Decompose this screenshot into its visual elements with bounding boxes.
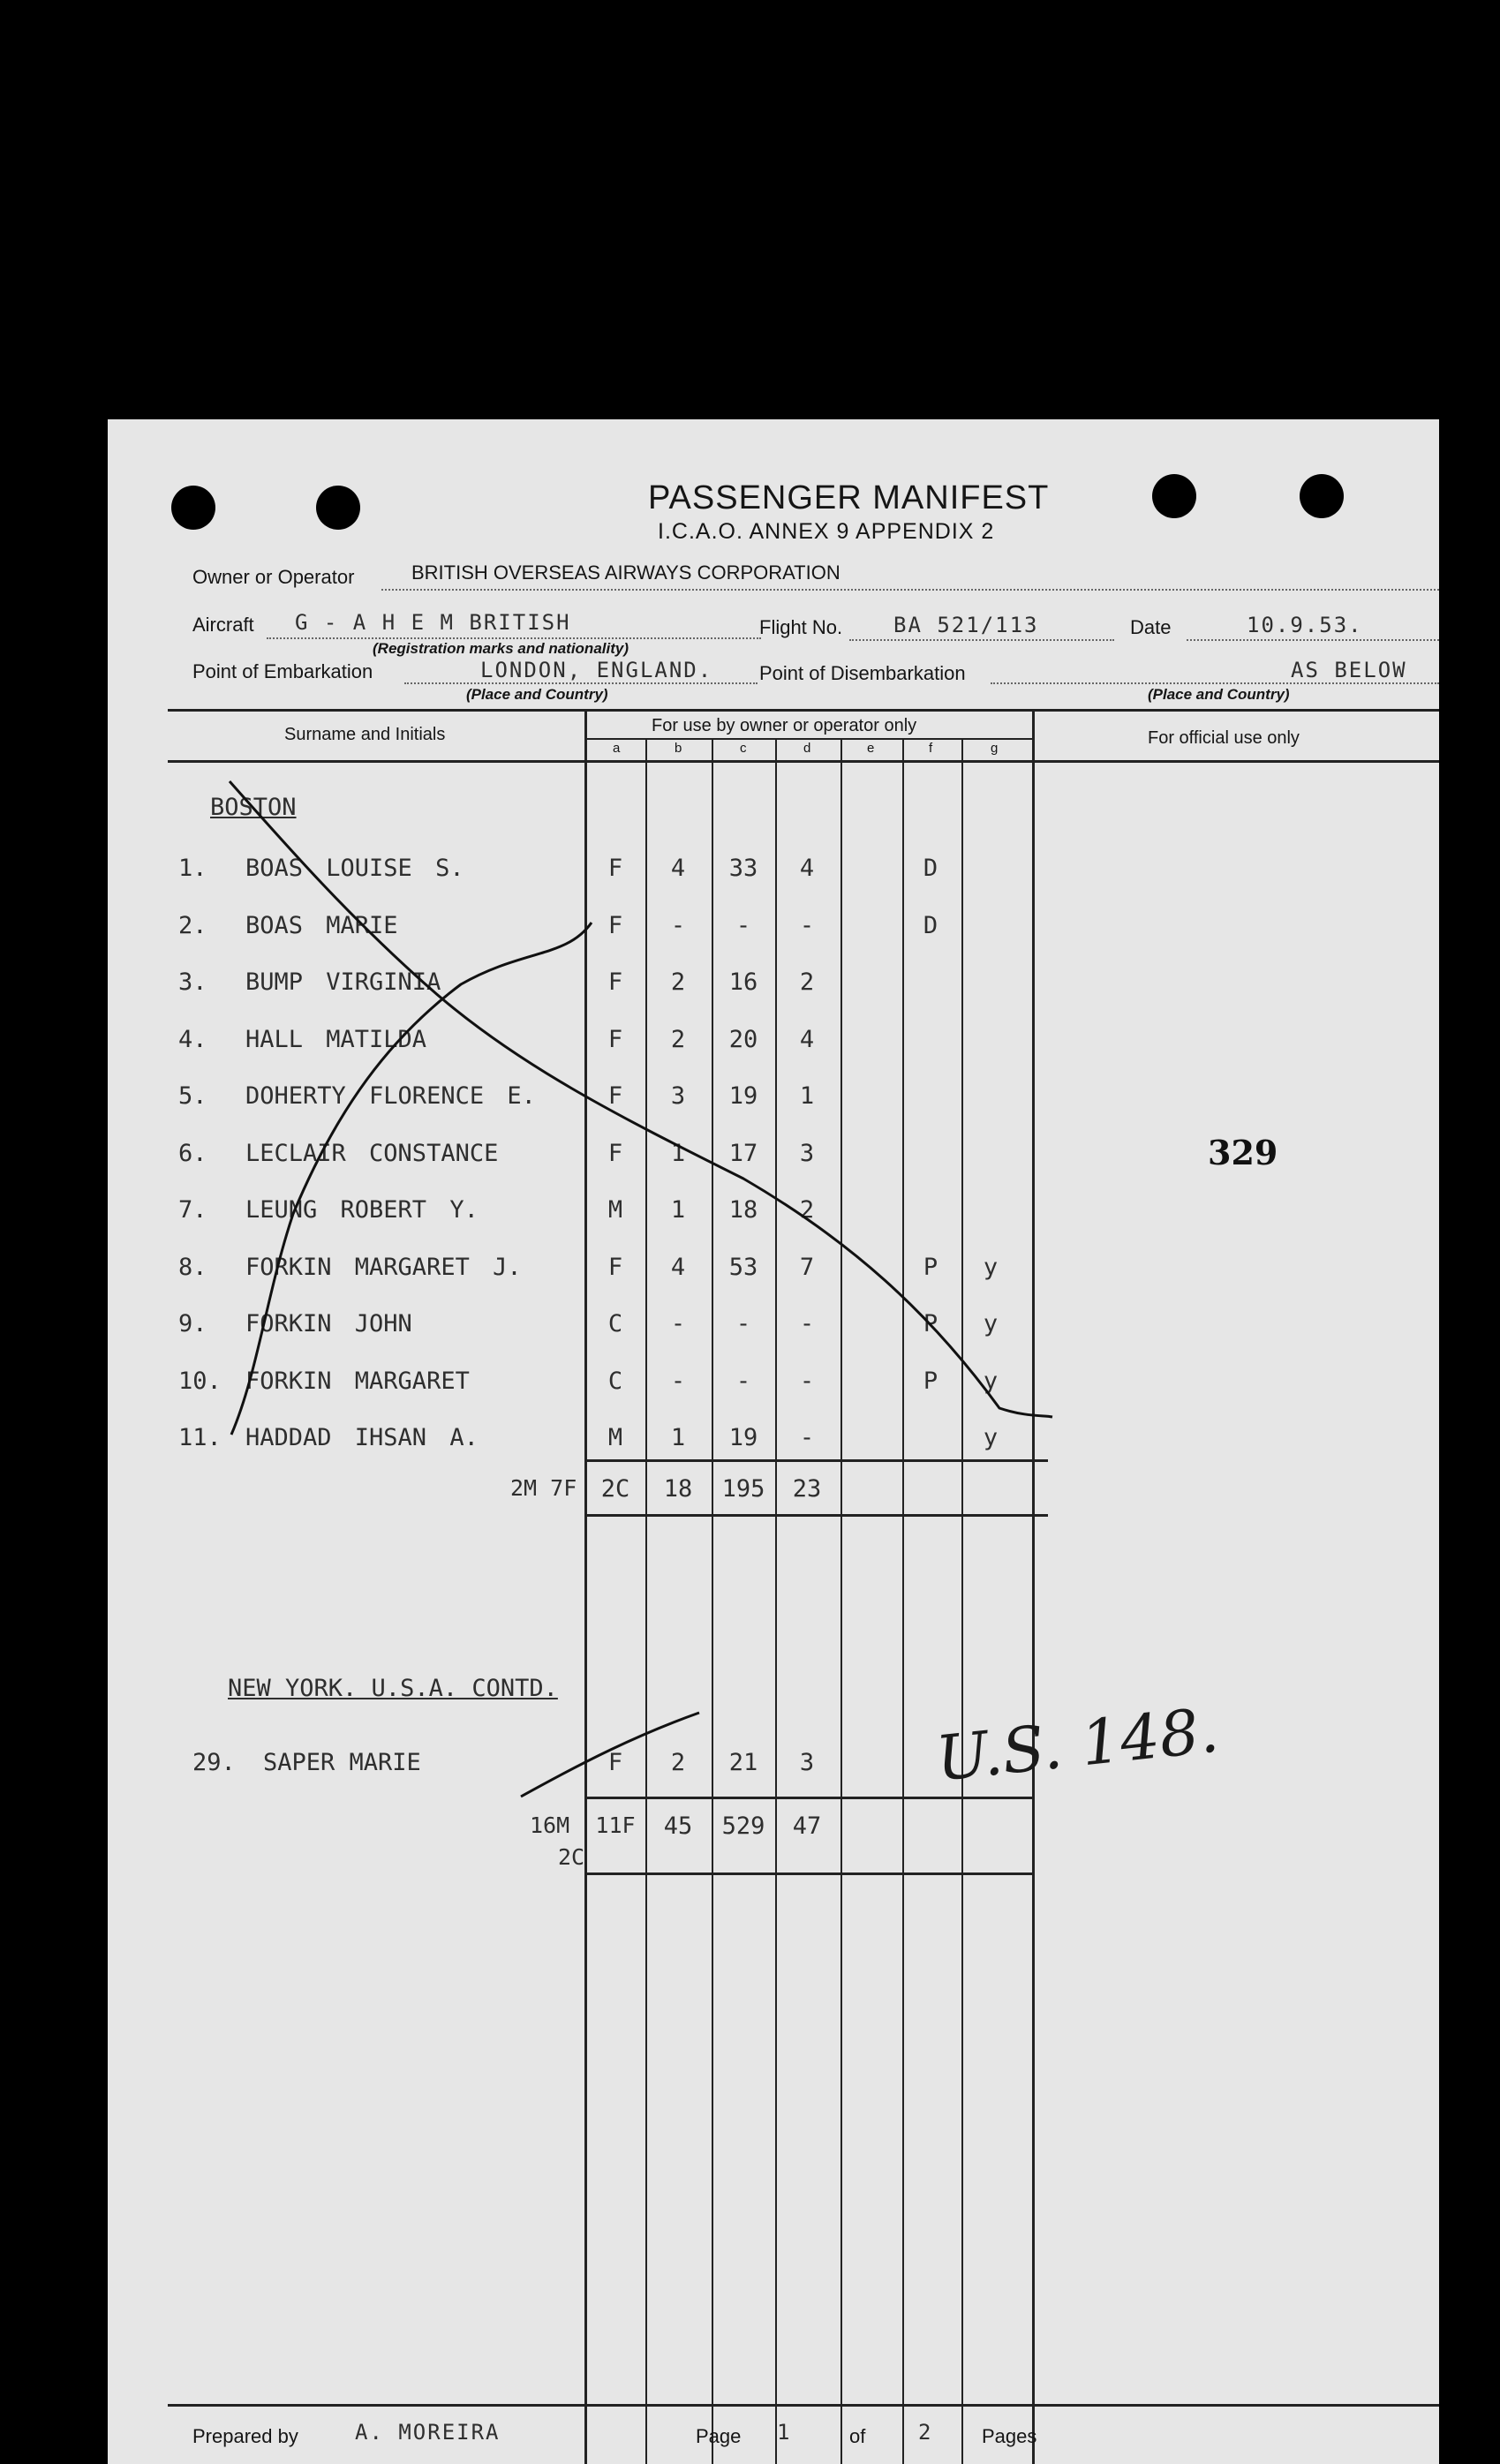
passenger-col-c: -: [735, 911, 751, 939]
date-label: Date: [1130, 616, 1172, 638]
passenger-col-d: 7: [799, 1253, 815, 1281]
passenger-col-b: 1: [670, 1424, 686, 1451]
passenger-col-d: 3: [799, 1139, 815, 1167]
row-29-number: 29.: [192, 1749, 236, 1776]
col-line-2: [712, 739, 713, 2464]
passenger-number: 3.: [178, 968, 207, 996]
footer-rule: [168, 2404, 1439, 2407]
column-letter-d: d: [803, 741, 811, 756]
disembarkation-dots: [991, 682, 1439, 684]
official-number-stamp: 329: [1208, 1133, 1278, 1172]
pages-label: Pages: [982, 2425, 1037, 2447]
passenger-col-a: M: [607, 1196, 623, 1224]
passenger-number: 2.: [178, 911, 207, 939]
passenger-number: 4.: [178, 1025, 207, 1053]
passenger-col-c: 20: [728, 1025, 758, 1053]
passenger-col-a: M: [607, 1424, 623, 1451]
column-letter-a: a: [613, 741, 621, 756]
col-line-5: [902, 739, 904, 2464]
embarkation-dots: [404, 682, 758, 684]
date-value: 10.9.53.: [1247, 613, 1363, 637]
passenger-col-c: 18: [728, 1196, 758, 1224]
subtotal-label: 2M 7F: [510, 1475, 577, 1501]
passenger-col-d: 2: [799, 1196, 815, 1224]
table-header-bottom-rule: [168, 760, 1439, 763]
subtotal-c: 195: [721, 1475, 765, 1503]
passenger-col-b: -: [670, 911, 686, 939]
col-line-3: [775, 739, 777, 2464]
passenger-name: LECLAIR CONSTANCE: [245, 1139, 499, 1167]
passenger-name: FORKIN JOHN: [245, 1310, 412, 1337]
passenger-number: 1.: [178, 855, 207, 882]
total-top-rule: [584, 1797, 1035, 1799]
aircraft-dots: [267, 637, 761, 639]
disembarkation-value: AS BELOW: [1291, 658, 1407, 682]
passenger-col-d: 2: [799, 968, 815, 996]
passenger-col-d: 1: [799, 1082, 815, 1110]
owner-label: Owner or Operator: [192, 566, 355, 588]
passenger-name: BOAS LOUISE S.: [245, 855, 464, 882]
passenger-col-g: y: [983, 1253, 999, 1281]
subtotal-top-rule: [584, 1459, 1048, 1462]
passenger-col-b: 2: [670, 1025, 686, 1053]
disembarkation-note: (Place and Country): [1148, 686, 1290, 703]
passenger-number: 10.: [178, 1367, 222, 1395]
passenger-name: LEUNG ROBERT Y.: [245, 1196, 479, 1224]
curved-cancel-stroke: [231, 923, 592, 1435]
embarkation-label: Point of Embarkation: [192, 660, 373, 682]
embarkation-value: LONDON, ENGLAND.: [480, 658, 713, 682]
passenger-number: 8.: [178, 1253, 207, 1281]
passenger-col-d: -: [799, 1424, 815, 1451]
passenger-name: HALL MATILDA: [245, 1025, 427, 1053]
passenger-col-c: -: [735, 1310, 751, 1337]
col-line-1: [645, 739, 647, 2464]
subtotal-d: 23: [792, 1475, 822, 1503]
column-letter-b: b: [675, 741, 682, 756]
passenger-col-c: 19: [728, 1082, 758, 1110]
total-a: 11F: [595, 1812, 636, 1838]
passenger-col-b: -: [670, 1310, 686, 1337]
col-line-6: [961, 739, 963, 2464]
flight-value: BA 521/113: [893, 613, 1039, 637]
passenger-col-a: F: [607, 1025, 623, 1053]
passenger-number: 11.: [178, 1424, 222, 1451]
total-label: 16M: [530, 1812, 570, 1838]
passenger-col-b: 4: [670, 855, 686, 882]
of-value: 2: [918, 2420, 933, 2445]
flight-dots: [849, 639, 1114, 641]
passenger-col-c: 53: [728, 1253, 758, 1281]
table-top-rule: [168, 709, 1439, 712]
passenger-col-f: P: [923, 1367, 938, 1395]
section-heading-new-york: NEW YORK. U.S.A. CONTD.: [228, 1675, 558, 1702]
prepared-by-label: Prepared by: [192, 2425, 298, 2447]
owner-dots: [381, 589, 1439, 591]
punch-hole-3: [1152, 474, 1196, 518]
column-header-name: Surname and Initials: [284, 725, 446, 744]
date-dots: [1187, 639, 1439, 641]
col-line-4: [840, 739, 842, 2464]
of-label: of: [849, 2425, 866, 2447]
passenger-col-c: 33: [728, 855, 758, 882]
col-line-0: [584, 711, 587, 2464]
row-29-c: 21: [728, 1749, 758, 1776]
subtotal-bottom-rule: [584, 1514, 1048, 1517]
passenger-col-d: -: [799, 1310, 815, 1337]
passenger-col-d: 4: [799, 1025, 815, 1053]
aircraft-value: G - A H E M BRITISH: [295, 610, 571, 635]
total-b: 45: [663, 1812, 693, 1840]
column-letter-e: e: [867, 741, 875, 756]
column-letter-c: c: [740, 741, 747, 756]
passenger-col-a: F: [607, 1139, 623, 1167]
passenger-col-c: 16: [728, 968, 758, 996]
passenger-col-c: 19: [728, 1424, 758, 1451]
passenger-col-f: D: [923, 855, 938, 882]
punch-hole-1: [171, 486, 215, 530]
embarkation-note: (Place and Country): [466, 686, 608, 703]
column-letter-f: f: [929, 741, 933, 756]
col-line-7: [1032, 711, 1035, 2464]
passenger-col-g: y: [983, 1424, 999, 1451]
owner-value: BRITISH OVERSEAS AIRWAYS CORPORATION: [411, 561, 840, 584]
passenger-col-d: -: [799, 1367, 815, 1395]
passenger-col-a: F: [607, 1082, 623, 1110]
passenger-name: FORKIN MARGARET: [245, 1367, 470, 1395]
operator-header-rule: [585, 738, 1034, 740]
row-29-d: 3: [799, 1749, 815, 1776]
passenger-col-b: 3: [670, 1082, 686, 1110]
total-c: 529: [721, 1812, 765, 1840]
aircraft-note: (Registration marks and nationality): [373, 640, 629, 657]
passenger-col-a: F: [607, 1253, 623, 1281]
manifest-subtitle: I.C.A.O. ANNEX 9 APPENDIX 2: [658, 519, 995, 544]
passenger-number: 7.: [178, 1196, 207, 1224]
row-29-a: F: [607, 1749, 623, 1776]
passenger-number: 5.: [178, 1082, 207, 1110]
passenger-col-g: y: [983, 1310, 999, 1337]
passenger-name: BUMP VIRGINIA: [245, 968, 441, 996]
passenger-col-a: F: [607, 855, 623, 882]
punch-hole-2: [316, 486, 360, 530]
section-heading-boston: BOSTON: [210, 794, 297, 821]
aircraft-label: Aircraft: [192, 614, 254, 636]
handwritten-annotation: U.S. 148.: [932, 1693, 1223, 1796]
disembarkation-label: Point of Disembarkation: [759, 662, 966, 684]
manifest-title: PASSENGER MANIFEST: [648, 479, 1050, 516]
passenger-col-d: 4: [799, 855, 815, 882]
row-29-b: 2: [670, 1749, 686, 1776]
passenger-col-b: 1: [670, 1139, 686, 1167]
passenger-col-b: 1: [670, 1196, 686, 1224]
subtotal-b: 18: [663, 1475, 693, 1503]
passenger-col-g: y: [983, 1367, 999, 1395]
passenger-col-a: C: [607, 1310, 623, 1337]
prepared-by-value: A. MOREIRA: [355, 2420, 501, 2445]
passenger-name: FORKIN MARGARET J.: [245, 1253, 522, 1281]
page-value: 1: [777, 2420, 792, 2445]
subtotal-a: 2C: [600, 1475, 630, 1503]
column-header-operator: For use by owner or operator only: [652, 716, 917, 735]
total-d: 47: [792, 1812, 822, 1840]
passenger-col-a: F: [607, 911, 623, 939]
passenger-col-a: F: [607, 968, 623, 996]
passenger-name: DOHERTY FLORENCE E.: [245, 1082, 536, 1110]
passenger-col-f: P: [923, 1310, 938, 1337]
column-header-official: For official use only: [1148, 728, 1300, 748]
total-extra: 2C: [558, 1844, 585, 1870]
passenger-col-c: -: [735, 1367, 751, 1395]
row-29-name: SAPER MARIE: [263, 1749, 421, 1776]
flight-label: Flight No.: [759, 616, 843, 638]
passenger-col-b: 2: [670, 968, 686, 996]
total-bottom-rule: [584, 1872, 1035, 1875]
column-letter-g: g: [991, 741, 999, 756]
passenger-col-b: -: [670, 1367, 686, 1395]
passenger-col-a: C: [607, 1367, 623, 1395]
page-label: Page: [696, 2425, 742, 2447]
passenger-number: 9.: [178, 1310, 207, 1337]
passenger-col-b: 4: [670, 1253, 686, 1281]
punch-hole-4: [1300, 474, 1344, 518]
manifest-sheet: [108, 419, 1439, 2464]
passenger-name: BOAS MARIE: [245, 911, 398, 939]
passenger-number: 6.: [178, 1139, 207, 1167]
passenger-col-c: 17: [728, 1139, 758, 1167]
passenger-col-f: P: [923, 1253, 938, 1281]
passenger-name: HADDAD IHSAN A.: [245, 1424, 479, 1451]
passenger-col-d: -: [799, 911, 815, 939]
passenger-col-f: D: [923, 911, 938, 939]
